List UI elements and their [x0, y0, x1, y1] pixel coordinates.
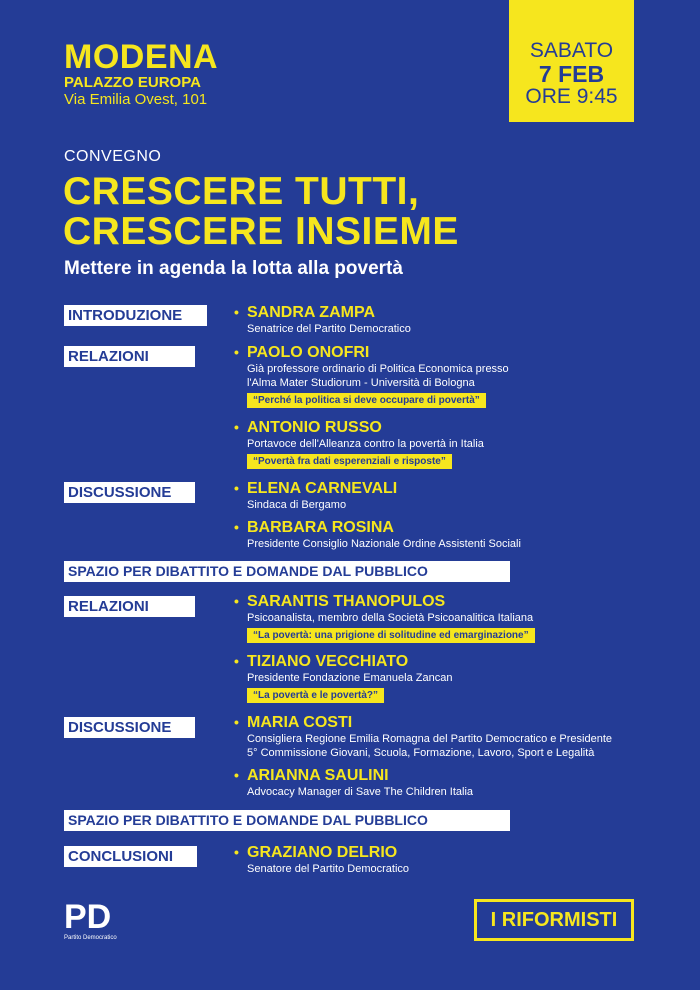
talk-title: “Povertà fra dati esperenziali e risposte”	[247, 454, 452, 469]
event-subtitle: Mettere in agenda la lotta alla povertà	[64, 258, 403, 279]
speaker-role: Sindaca di Bergamo	[247, 499, 347, 511]
date-day: SABATO	[529, 39, 614, 62]
speaker-name: • ELENA CARNEVALI	[234, 479, 397, 498]
speaker-name: • ARIANNA SAULINI	[234, 766, 473, 785]
speaker-name: • SARANTIS THANOPULOS	[234, 592, 535, 611]
label-introduzione: INTRODUZIONE	[64, 305, 207, 326]
speaker-role: 5° Commissione Giovani, Scuola, Formazione, Lavoro, Sport e Legalità	[247, 747, 595, 759]
speaker-role: Presidente Fondazione Emanuela Zancan	[247, 672, 453, 684]
speaker-name: • GRAZIANO DELRIO	[234, 843, 409, 862]
city-name: MODENA	[64, 38, 219, 76]
venue-name: PALAZZO EUROPA	[64, 74, 201, 91]
speaker-role: Psicoanalista, membro della Società Psicoanalitica Italiana	[247, 612, 534, 624]
label-relazioni: RELAZIONI	[64, 596, 195, 617]
talk-title: “La povertà e le povertà?”	[247, 688, 384, 703]
speaker-role: Già professore ordinario di Politica Economica presso	[247, 363, 509, 375]
label-spazio-dibattito: SPAZIO PER DIBATTITO E DOMANDE DAL PUBBLICO	[64, 561, 510, 582]
svg-text:PD: PD	[64, 898, 112, 934]
label-spazio-dibattito: SPAZIO PER DIBATTITO E DOMANDE DAL PUBBLICO	[64, 810, 510, 831]
speaker-role: Senatore del Partito Democratico	[247, 863, 410, 875]
speaker-role: Presidente Consiglio Nazionale Ordine Assistenti Sociali	[247, 538, 521, 550]
speaker-rosina	[234, 518, 521, 551]
talk-title: “Perché la politica si deve occupare di povertà”	[247, 393, 486, 408]
speaker-role: Consigliera Regione Emilia Romagna del Partito Democratico e Presidente	[247, 733, 613, 745]
speaker-name: • MARIA COSTI	[234, 713, 612, 732]
speaker-zampa	[234, 303, 411, 336]
organizer-logo: I RIFORMISTI	[474, 899, 634, 941]
date-date: 7 FEB	[538, 61, 605, 87]
venue-address: Via Emilia Ovest, 101	[64, 91, 208, 108]
speaker-vecchiato	[234, 652, 452, 703]
speaker-role: Advocacy Manager di Save The Children Italia	[247, 786, 474, 798]
speaker-role: l'Alma Mater Studiorum - Università di Bologna	[247, 377, 475, 389]
date-badge	[509, 0, 634, 122]
speaker-name: • SANDRA ZAMPA	[234, 303, 411, 322]
label-relazioni: RELAZIONI	[64, 346, 195, 367]
talk-title: “La povertà: una prigione di solitudine ed emarginazione”	[247, 628, 535, 643]
label-discussione: DISCUSSIONE	[64, 482, 195, 503]
date-time: ORE 9:45	[525, 85, 618, 108]
speaker-name: • PAOLO ONOFRI	[234, 343, 509, 362]
speaker-name: • TIZIANO VECCHIATO	[234, 652, 452, 671]
speaker-role: Senatrice del Partito Democratico	[247, 323, 411, 335]
speaker-saulini	[234, 766, 473, 799]
event-title	[63, 172, 459, 252]
speaker-delrio	[234, 843, 409, 876]
speaker-onofri	[234, 343, 509, 408]
speaker-name: • ANTONIO RUSSO	[234, 418, 484, 437]
speaker-name: • BARBARA ROSINA	[234, 518, 521, 537]
pd-logo-text: Partito Democratico	[64, 935, 117, 941]
speaker-carnevali	[234, 479, 397, 512]
title-line-2: CRESCERE INSIEME	[63, 210, 459, 253]
speaker-costi	[234, 713, 612, 760]
pd-logo-mark	[64, 898, 124, 934]
speaker-thanopulos	[234, 592, 535, 643]
label-conclusioni: CONCLUSIONI	[64, 846, 197, 867]
speaker-russo	[234, 418, 484, 469]
label-discussione: DISCUSSIONE	[64, 717, 195, 738]
title-line-1: CRESCERE TUTTI,	[63, 170, 420, 213]
event-type: CONVEGNO	[64, 148, 162, 165]
speaker-role: Portavoce dell'Alleanza contro la povertà in Italia	[247, 438, 484, 450]
